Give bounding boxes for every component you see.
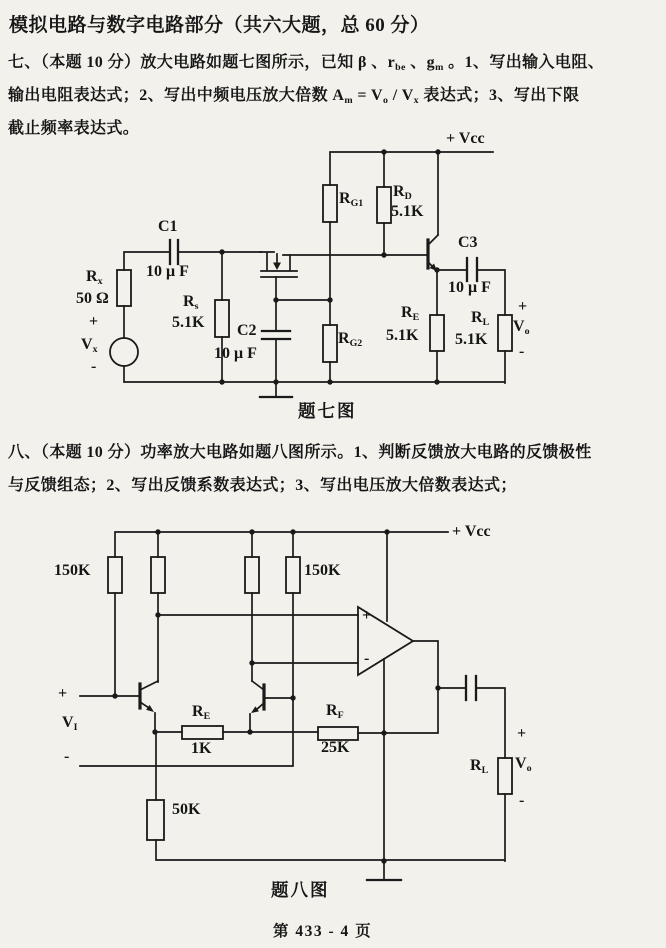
question-text-line: 输出电阻表达式；2、写出中频电压放大倍数 $A_m = V_o / V_x$ 表达式；3、写出下限 bbox=[8, 87, 580, 106]
label-rg1: $R_{G1}$ bbox=[339, 190, 364, 209]
label-rd-value: 5.1K bbox=[391, 203, 424, 220]
label-rl: $R_L$ bbox=[471, 309, 490, 328]
q7-resistor-rl bbox=[498, 315, 512, 351]
label-r1-value: 150K bbox=[54, 562, 91, 579]
label-vo: $V_o$ bbox=[513, 318, 530, 337]
q7-resistor-rg1 bbox=[323, 185, 337, 222]
label-opamp-minus: - bbox=[364, 650, 370, 667]
label-re-value: 1K bbox=[191, 740, 212, 757]
label-vo-plus: + bbox=[518, 298, 528, 315]
label-vx-plus: + bbox=[89, 313, 99, 330]
q8-resistor-150k-d bbox=[286, 557, 300, 593]
label-vo-minus: - bbox=[519, 792, 525, 809]
label-vx: $V_x$ bbox=[81, 336, 98, 355]
label-rx: $R_x$ bbox=[86, 268, 103, 287]
label-c2-value: 10 μ F bbox=[214, 345, 257, 362]
label-rl: $R_L$ bbox=[470, 757, 489, 776]
label-vi-minus: - bbox=[64, 748, 70, 765]
label-c2: C2 bbox=[237, 322, 257, 339]
label-rx-value: 50 Ω bbox=[76, 290, 109, 307]
label-c1: C1 bbox=[158, 218, 178, 235]
label-re: $R_E$ bbox=[401, 304, 420, 323]
question-text-line: 七、（本题 10 分）放大电路如题七图所示，已知 β 、$r_{be}$ 、$g_m$ 。1、写出输入电阻、 bbox=[8, 54, 605, 73]
q8-figure-caption: 题八图 bbox=[271, 880, 330, 900]
label-vo-minus: - bbox=[519, 343, 525, 360]
q7-capacitor-c1 bbox=[170, 240, 178, 264]
label-vx-minus: - bbox=[91, 358, 97, 375]
label-rf: $R_F$ bbox=[326, 702, 344, 721]
label-c3: C3 bbox=[458, 234, 478, 251]
q8-transistor-t2 bbox=[251, 681, 264, 713]
label-vo: $V_o$ bbox=[515, 755, 532, 774]
label-r5-value: 50K bbox=[172, 801, 201, 818]
label-vcc: + Vcc bbox=[452, 523, 491, 540]
q7-resistor-rd bbox=[377, 187, 391, 223]
label-rg2: $R_{G2}$ bbox=[338, 330, 363, 349]
q7-capacitor-c3 bbox=[467, 258, 477, 281]
q7-bjt-transistor bbox=[428, 235, 438, 271]
label-rl-value: 5.1K bbox=[455, 331, 488, 348]
page-title: 模拟电路与数字电路部分（共六大题，总 60 分） bbox=[9, 15, 430, 36]
q8-resistor-c bbox=[245, 557, 259, 593]
question-text-line: 截止频率表达式。 bbox=[8, 120, 140, 137]
q7-capacitor-c2 bbox=[262, 331, 290, 339]
label-c3-value: 10 μ F bbox=[448, 279, 491, 296]
q8-transistor-t1 bbox=[140, 681, 158, 712]
label-rd: $R_D$ bbox=[393, 183, 412, 202]
q8-junction-dots bbox=[112, 529, 440, 863]
q8-resistor-b bbox=[151, 557, 165, 593]
label-re: $R_E$ bbox=[192, 703, 211, 722]
q7-resistor-rx bbox=[117, 270, 131, 306]
label-rf-value: 25K bbox=[321, 739, 350, 756]
q7-figure-caption: 题七图 bbox=[298, 401, 357, 421]
q7-resistor-rs bbox=[215, 300, 229, 337]
q8-output-capacitor bbox=[466, 676, 476, 700]
label-vo-plus: + bbox=[517, 725, 527, 742]
q8-resistor-re bbox=[182, 726, 223, 739]
q8-resistor-50k bbox=[147, 800, 164, 840]
label-rs: $R_s$ bbox=[183, 293, 199, 312]
label-r4-value: 150K bbox=[304, 562, 341, 579]
label-vi: $V_I$ bbox=[62, 714, 78, 733]
q8-resistor-150k-a bbox=[108, 557, 122, 593]
q7-resistor-rg2 bbox=[323, 325, 337, 362]
label-opamp-plus: + bbox=[362, 607, 372, 624]
q7-resistor-re bbox=[430, 315, 444, 351]
question-text-line: 与反馈组态；2、写出反馈系数表达式；3、写出电压放大倍数表达式； bbox=[8, 477, 517, 494]
q8-circuit-diagram bbox=[80, 529, 512, 880]
label-re-value: 5.1K bbox=[386, 327, 419, 344]
label-vcc: + Vcc bbox=[446, 130, 485, 147]
question-text-line: 八、（本题 10 分）功率放大电路如题八图所示。1、判断反馈放大电路的反馈极性 bbox=[8, 444, 592, 461]
label-rs-value: 5.1K bbox=[172, 314, 205, 331]
label-vi-plus: + bbox=[58, 685, 68, 702]
page-number: 第 433 - 4 页 bbox=[273, 923, 373, 940]
label-c1-value: 10 μ F bbox=[146, 263, 189, 280]
q8-resistor-rl bbox=[498, 758, 512, 794]
q7-source-vx bbox=[110, 338, 138, 366]
